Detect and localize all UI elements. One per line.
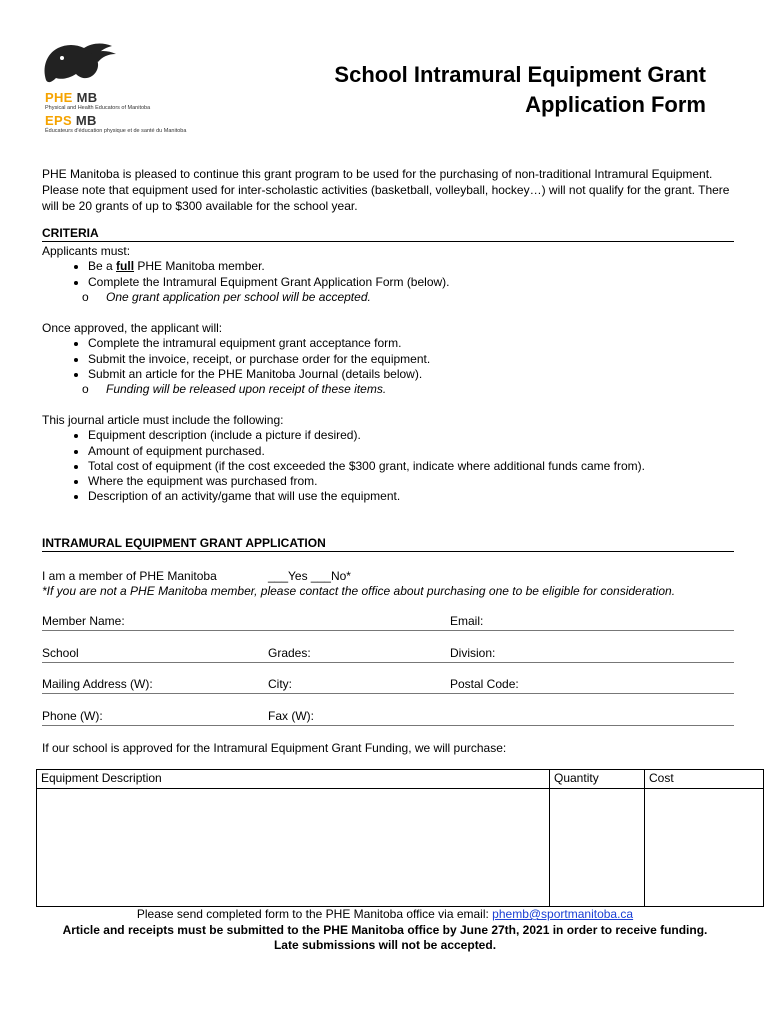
approved-list xyxy=(42,336,742,382)
fax-label: Fax (W): xyxy=(268,709,314,723)
grades-label: Grades: xyxy=(268,646,311,660)
approved-block xyxy=(42,321,742,397)
title-line-1: School Intramural Equipment Grant xyxy=(334,62,706,87)
school-label: School xyxy=(42,646,79,660)
applicants-sublist xyxy=(42,290,742,305)
bison-logo-icon xyxy=(40,40,120,88)
member-yes-no-field[interactable]: ___Yes ___No* xyxy=(268,569,351,583)
approved-intro: Once approved, the applicant will: xyxy=(42,321,223,335)
journal-intro: This journal article must include the following: xyxy=(42,413,284,427)
sub-list-item: o Funding will be released upon receipt of these items. xyxy=(106,382,742,397)
journal-block xyxy=(42,413,742,505)
title-line-2: Application Form xyxy=(525,92,706,117)
list-item: • Where the equipment was purchased from. xyxy=(88,474,742,489)
table-row xyxy=(37,789,764,907)
list-item: • Amount of equipment purchased. xyxy=(88,444,742,459)
list-item: • Equipment description (include a picture if desired). xyxy=(88,428,742,443)
send-instruction: Please send completed form to the PHE Manitoba office via email: phemb@sportmanitoba.ca xyxy=(136,907,634,921)
member-question-row xyxy=(42,569,742,584)
quantity-cell[interactable] xyxy=(550,789,645,907)
phone-row[interactable] xyxy=(42,709,734,726)
applicants-block xyxy=(42,244,742,305)
intro-paragraph: PHE Manitoba is pleased to continue this grant program to be used for the purchasing of non-traditional Intramural Equipment. Please note that equipment used for inter-scholastic activities (basketball, volleyball, hockey…) will not qualify for the grant. There will be 20 grants of up to $300 available for the school year. xyxy=(42,167,730,213)
page-title xyxy=(334,60,706,120)
email-label: Email: xyxy=(450,614,484,628)
list-item: • Complete the intramural equipment grant acceptance form. xyxy=(88,336,742,351)
city-label: City: xyxy=(268,677,292,691)
logo-phe-mb: PHE MB xyxy=(45,90,98,105)
logo-english-name: Physical and Health Educators of Manitoba xyxy=(45,105,151,111)
deadline-notice: Article and receipts must be submitted to the PHE Manitoba office by June 27th, 2021 in order to receive funding. xyxy=(62,923,708,937)
mailing-address-label: Mailing Address (W): xyxy=(42,677,153,691)
division-label: Division: xyxy=(450,646,496,660)
logo xyxy=(40,40,230,140)
address-row[interactable] xyxy=(42,677,734,694)
equipment-description-cell[interactable] xyxy=(37,789,550,907)
equipment-table xyxy=(36,769,764,907)
school-row[interactable] xyxy=(42,646,734,663)
list-item: • Complete the Intramural Equipment Grant Application Form (below). xyxy=(88,275,742,290)
member-note: *If you are not a PHE Manitoba member, please contact the office about purchasing one to be eligible for consideration. xyxy=(42,584,676,598)
purchase-statement: If our school is approved for the Intramural Equipment Grant Funding, we will purchase: xyxy=(42,741,507,755)
email-link[interactable]: phemb@sportmanitoba.ca xyxy=(492,907,634,921)
equipment-description-header: Equipment Description xyxy=(37,770,550,789)
table-header-row xyxy=(37,770,764,789)
criteria-heading: CRITERIA xyxy=(42,226,734,242)
journal-list xyxy=(42,428,742,504)
logo-eps-mb: EPS MB xyxy=(45,113,97,128)
phone-label: Phone (W): xyxy=(42,709,103,723)
list-item: • Submit an article for the PHE Manitoba Journal (details below). xyxy=(88,367,742,382)
member-name-email-row[interactable] xyxy=(42,614,734,631)
late-notice: Late submissions will not be accepted. xyxy=(273,938,497,952)
member-name-label: Member Name: xyxy=(42,614,125,628)
approved-sublist xyxy=(42,382,742,397)
application-heading: INTRAMURAL EQUIPMENT GRANT APPLICATION xyxy=(42,536,734,552)
sub-list-item: o One grant application per school will be accepted. xyxy=(106,290,742,305)
list-item: • Total cost of equipment (if the cost exceeded the $300 grant, indicate where additional funds came from). xyxy=(88,459,742,474)
list-item: • Be a full PHE Manitoba member. xyxy=(88,259,742,274)
postal-code-label: Postal Code: xyxy=(450,677,519,691)
cost-cell[interactable] xyxy=(645,789,764,907)
logo-french-name: Éducateurs d'éducation physique et de santé du Manitoba xyxy=(45,128,187,134)
list-item: • Submit the invoice, receipt, or purchase order for the equipment. xyxy=(88,352,742,367)
applicants-list xyxy=(42,259,742,290)
cost-header: Cost xyxy=(645,770,764,789)
member-question: I am a member of PHE Manitoba xyxy=(42,569,217,583)
list-item: • Description of an activity/game that will use the equipment. xyxy=(88,489,742,504)
applicants-intro: Applicants must: xyxy=(42,244,131,258)
quantity-header: Quantity xyxy=(550,770,645,789)
